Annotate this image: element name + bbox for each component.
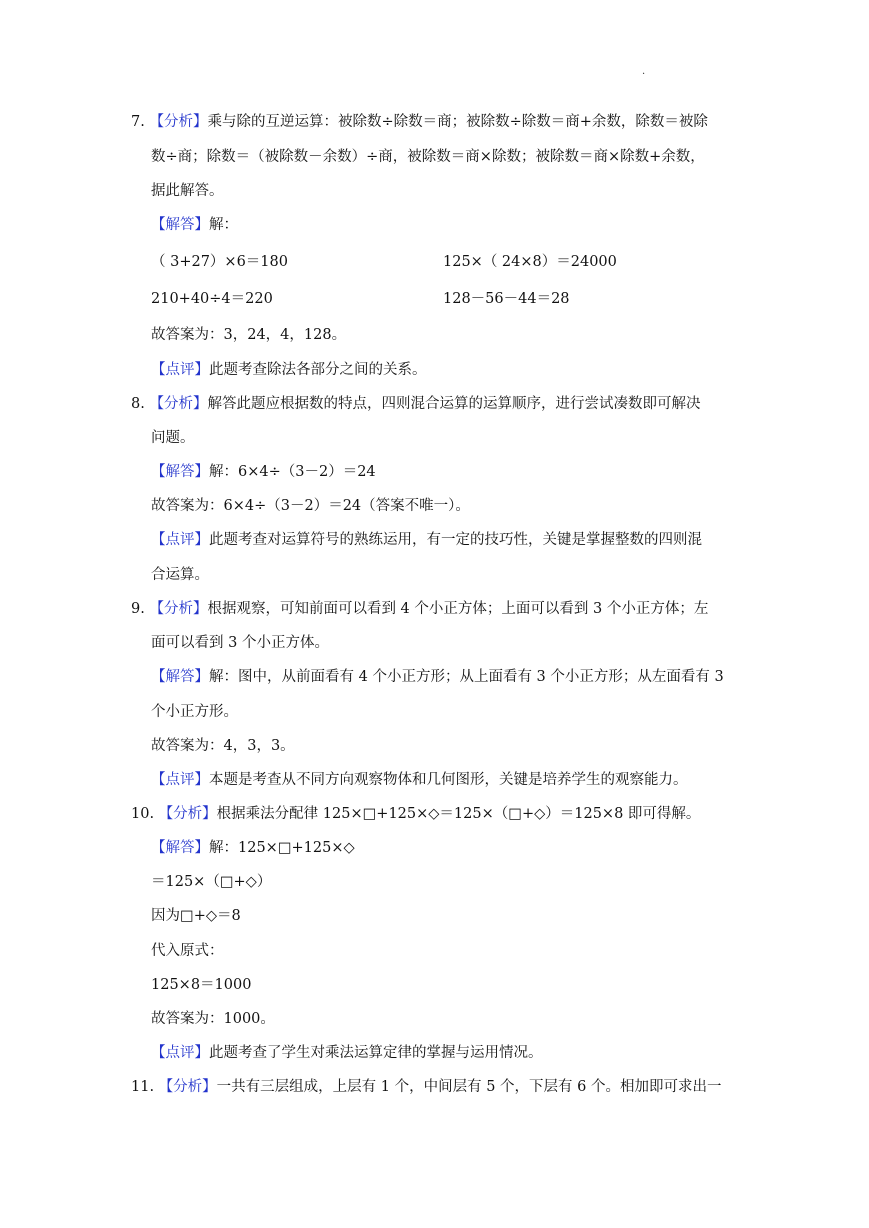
q8-number: 8. (131, 396, 145, 412)
q8-answer-text: 解：6×4÷（3－2）＝24 (209, 464, 376, 480)
q10-analysis-text: 根据乘法分配律 125×□+125×◇＝125×（□+◇）＝125×8 即可得解。 (216, 806, 701, 822)
q7-analysis-line-3: 据此解答。 (151, 183, 224, 199)
q7-equation-2a: 210+40÷4＝220 (151, 291, 273, 307)
q8-analysis-text-1: 解答此题应根据数的特点，四则混合运算的运算顺序，进行尝试凑数即可解决 (207, 396, 701, 412)
q11-analysis-line-1 (131, 1077, 722, 1097)
answer-tag: 【解答】 (151, 217, 209, 233)
analysis-tag: 【分析】 (149, 601, 208, 617)
q10-step-4: 125×8＝1000 (151, 977, 252, 993)
q10-number: 10. (131, 806, 155, 822)
q9-analysis-line-2: 面可以看到 3 个小正方体。 (151, 635, 329, 651)
q10-step-2: 因为□+◇＝8 (151, 908, 241, 924)
comment-tag: 【点评】 (151, 362, 209, 378)
comment-tag: 【点评】 (151, 532, 209, 548)
q8-final-answer: 故答案为：6×4÷（3－2）＝24（答案不唯一）。 (151, 498, 470, 514)
q9-comment-line (151, 770, 688, 790)
q9-final-answer: 故答案为：4，3，3。 (151, 738, 295, 754)
analysis-tag: 【分析】 (149, 396, 208, 412)
q10-final-answer: 故答案为：1000。 (151, 1011, 275, 1027)
q7-equation-2b: 128－56－44＝28 (443, 291, 570, 307)
answer-tag: 【解答】 (151, 840, 209, 856)
q10-step-1: ＝125×（□+◇） (151, 874, 272, 890)
q7-comment-line (151, 360, 427, 380)
q8-answer-line (151, 462, 376, 482)
q7-answer-text: 解： (209, 217, 238, 233)
header-dot: . (642, 66, 646, 77)
q10-analysis-line (131, 804, 700, 824)
q9-answer-line-1 (151, 667, 724, 687)
q10-answer-line (151, 838, 355, 858)
q7-comment-text: 此题考查除法各部分之间的关系。 (209, 362, 427, 378)
q8-comment-line-2: 合运算。 (151, 567, 209, 583)
q11-number: 11. (131, 1079, 155, 1095)
q8-analysis-line-1 (131, 394, 700, 414)
analysis-tag: 【分析】 (158, 806, 217, 822)
q9-comment-text: 本题是考查从不同方向观察物体和几何图形，关键是培养学生的观察能力。 (209, 772, 688, 788)
q9-answer-line-2: 个小正方形。 (151, 704, 238, 720)
q7-analysis-line-2: 数÷商；除数＝（被除数－余数）÷商，被除数＝商×除数；被除数＝商×除数+余数， (151, 149, 705, 165)
analysis-tag: 【分析】 (149, 114, 208, 130)
q8-analysis-line-2: 问题。 (151, 430, 195, 446)
q7-number: 7. (131, 114, 145, 130)
q7-analysis-line-1 (131, 112, 708, 132)
q10-comment-text: 此题考查了学生对乘法运算定律的掌握与运用情况。 (209, 1045, 543, 1061)
q7-answer-line (151, 215, 238, 235)
answer-tag: 【解答】 (151, 669, 209, 685)
q7-equation-1b: 125×（ 24×8）＝24000 (443, 254, 617, 270)
q9-analysis-line-1 (131, 599, 708, 619)
q9-analysis-text-1: 根据观察，可知前面可以看到 4 个小正方体；上面可以看到 3 个小正方体；左 (207, 601, 709, 617)
analysis-tag: 【分析】 (158, 1079, 217, 1095)
answer-tag: 【解答】 (151, 464, 209, 480)
q7-equation-1a: （ 3+27）×6＝180 (151, 254, 288, 270)
comment-tag: 【点评】 (151, 1045, 209, 1061)
q8-comment-text-1: 此题考查对运算符号的熟练运用，有一定的技巧性，关键是掌握整数的四则混 (209, 532, 702, 548)
comment-tag: 【点评】 (151, 772, 209, 788)
q8-comment-line-1 (151, 530, 702, 550)
q9-answer-text-1: 解：图中，从前面看有 4 个小正方形；从上面看有 3 个小正方形；从左面看有 3 (209, 669, 724, 685)
q7-final-answer: 故答案为：3，24，4，128。 (151, 327, 347, 343)
q9-number: 9. (131, 601, 145, 617)
q10-comment-line (151, 1043, 543, 1063)
q10-step-3: 代入原式： (151, 943, 224, 959)
q7-analysis-text-1: 乘与除的互逆运算：被除数÷除数＝商；被除数÷除数＝商+余数，除数＝被除 (207, 114, 708, 130)
q10-answer-text: 解：125×□+125×◇ (209, 840, 355, 856)
q11-analysis-text-1: 一共有三层组成，上层有 1 个，中间层有 5 个，下层有 6 个。相加即可求出一 (216, 1079, 722, 1095)
